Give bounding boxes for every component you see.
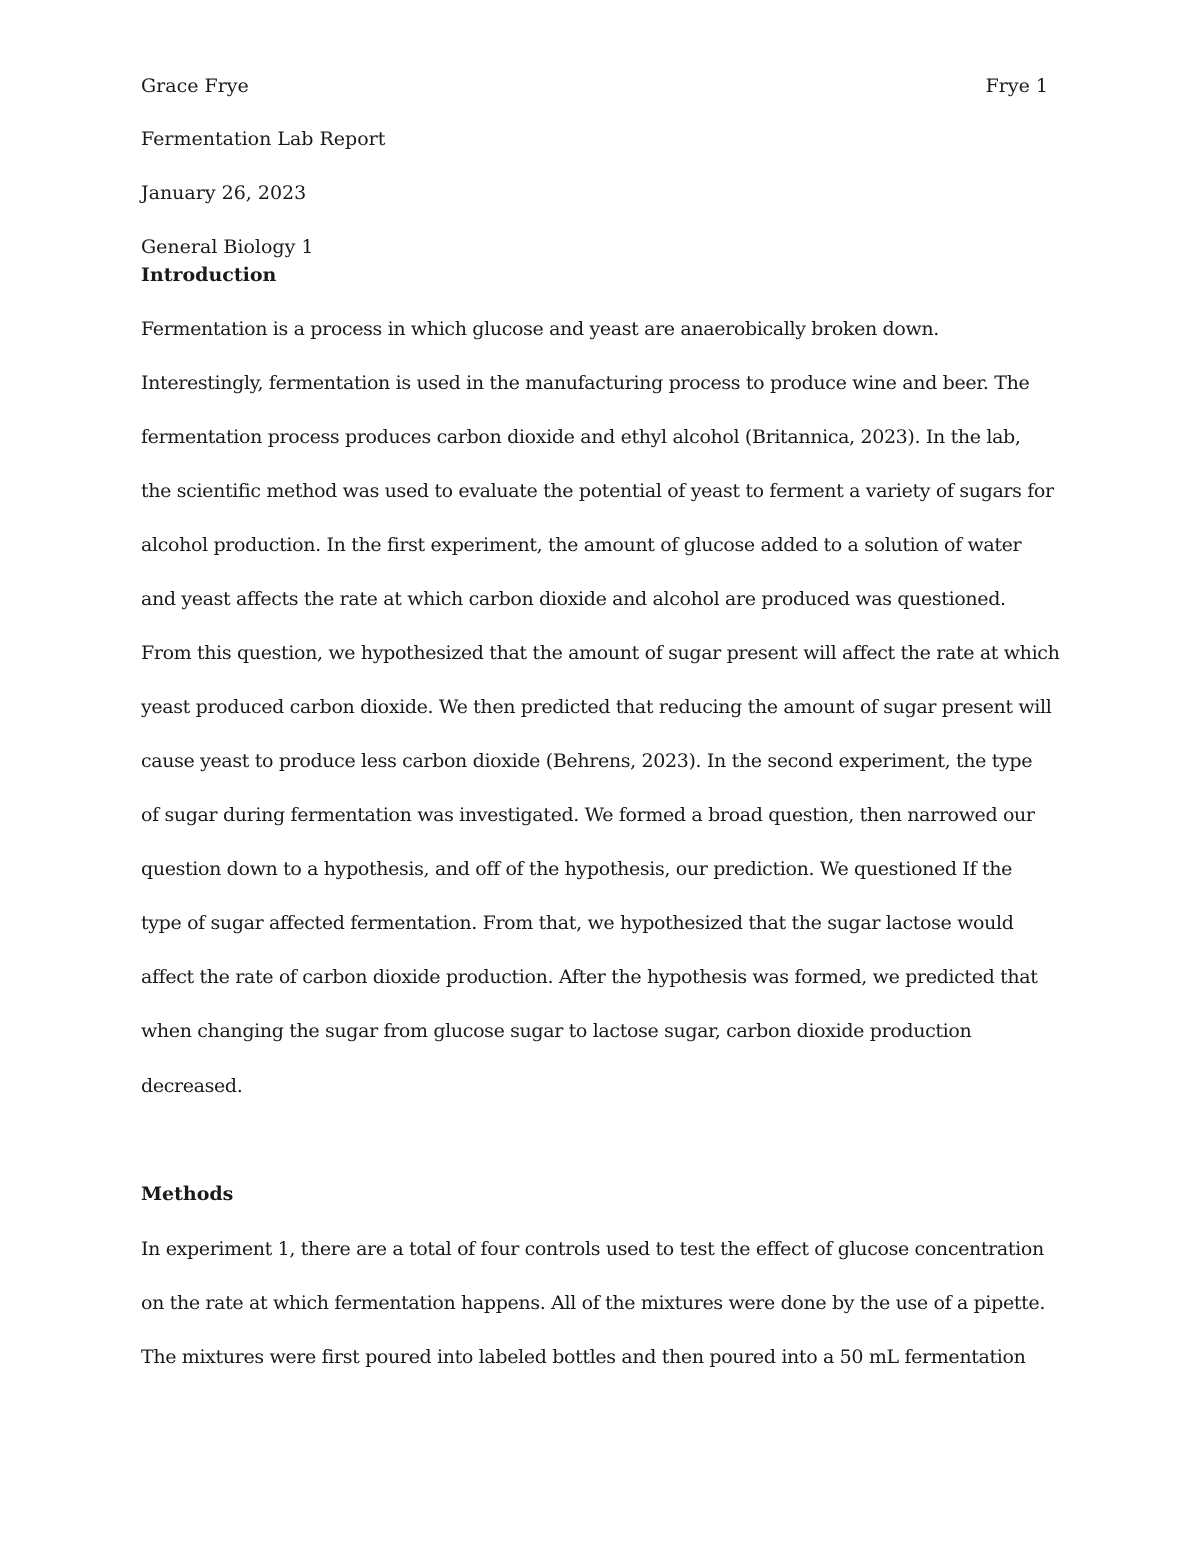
introduction-heading: Introduction <box>141 264 277 286</box>
methods-heading: Methods <box>141 1183 234 1205</box>
methods-line: on the rate at which fermentation happens. All of the mixtures were done by the use of a pipette. <box>141 1292 1046 1314</box>
methods-line: In experiment 1, there are a total of four controls used to test the effect of glucose concentration <box>141 1238 1044 1260</box>
intro-line: the scientific method was used to evaluate the potential of yeast to ferment a variety of sugars for <box>141 480 1054 502</box>
intro-line: affect the rate of carbon dioxide production. After the hypothesis was formed, we predicted that <box>141 966 1038 988</box>
header-author: Grace Frye <box>141 75 249 97</box>
intro-line: question down to a hypothesis, and off of the hypothesis, our prediction. We questioned If the <box>141 858 1013 880</box>
intro-line: cause yeast to produce less carbon dioxide (Behrens, 2023). In the second experiment, the type <box>141 750 1033 772</box>
intro-line: when changing the sugar from glucose sugar to lactose sugar, carbon dioxide production <box>141 1020 972 1042</box>
intro-line: decreased. <box>141 1075 243 1097</box>
course-name: General Biology 1 <box>141 236 314 258</box>
intro-line: yeast produced carbon dioxide. We then predicted that reducing the amount of sugar present will <box>141 696 1052 718</box>
intro-line: alcohol production. In the first experiment, the amount of glucose added to a solution of water <box>141 534 1022 556</box>
intro-line: Fermentation is a process in which glucose and yeast are anaerobically broken down. <box>141 318 939 340</box>
report-date: January 26, 2023 <box>141 182 307 204</box>
report-title: Fermentation Lab Report <box>141 128 386 150</box>
intro-line: type of sugar affected fermentation. From that, we hypothesized that the sugar lactose would <box>141 912 1014 934</box>
methods-line: The mixtures were first poured into labeled bottles and then poured into a 50 mL fermentation <box>141 1346 1026 1368</box>
intro-line: and yeast affects the rate at which carbon dioxide and alcohol are produced was questioned. <box>141 588 1006 610</box>
intro-line: of sugar during fermentation was investigated. We formed a broad question, then narrowed our <box>141 804 1035 826</box>
intro-line: From this question, we hypothesized that the amount of sugar present will affect the rate at which <box>141 642 1060 664</box>
header-page-number: Frye 1 <box>985 75 1048 97</box>
intro-line: fermentation process produces carbon dioxide and ethyl alcohol (Britannica, 2023). In the lab, <box>141 426 1021 448</box>
intro-line: Interestingly, fermentation is used in the manufacturing process to produce wine and beer. The <box>141 372 1030 394</box>
